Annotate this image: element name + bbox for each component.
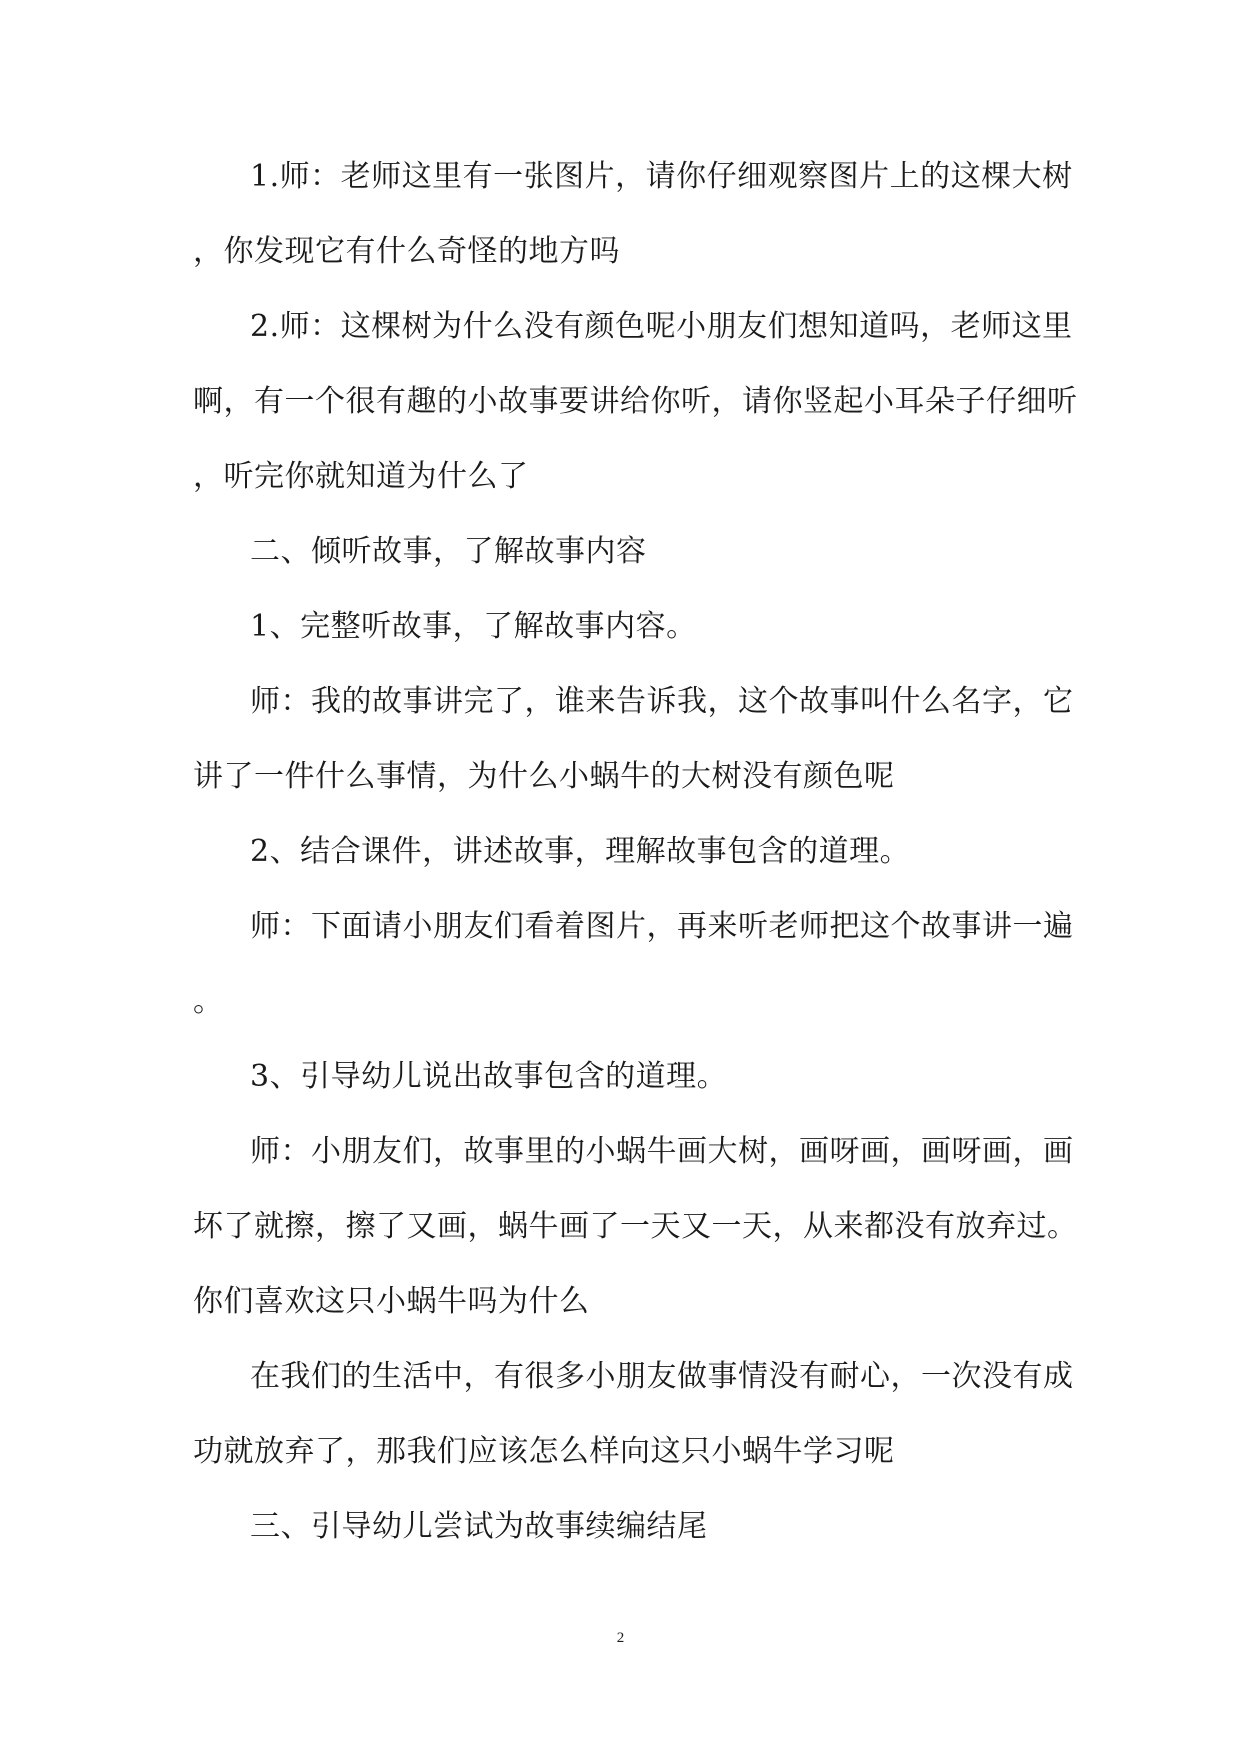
text-line	[0, 227, 1241, 277]
text-line	[0, 1277, 1241, 1327]
line-text: 在我们的生活中，有很多小朋友做事情没有耐心，一次没有成	[250, 1359, 1074, 1394]
line-text: 1、完整听故事，了解故事内容。	[250, 609, 697, 644]
section-heading: 三、引导幼儿尝试为故事续编结尾	[250, 1509, 708, 1544]
line-text: 功就放弃了，那我们应该怎么样向这只小蜗牛学习呢	[193, 1434, 895, 1469]
text-line	[0, 1352, 1241, 1402]
text-line	[0, 1502, 1241, 1552]
line-text: 2.师：这棵树为什么没有颜色呢小朋友们想知道吗，老师这里	[250, 309, 1073, 344]
text-line	[0, 377, 1241, 427]
line-text: 讲了一件什么事情，为什么小蜗牛的大树没有颜色呢	[193, 759, 895, 794]
text-line	[0, 677, 1241, 727]
text-line	[0, 302, 1241, 352]
text-line	[0, 452, 1241, 502]
line-text: 2、结合课件，讲述故事，理解故事包含的道理。	[250, 834, 911, 869]
line-text: 师：小朋友们，故事里的小蜗牛画大树，画呀画，画呀画，画	[250, 1134, 1074, 1169]
section-heading: 二、倾听故事，了解故事内容	[250, 534, 647, 569]
text-line	[0, 752, 1241, 802]
text-line	[0, 827, 1241, 877]
line-text: 3、引导幼儿说出故事包含的道理。	[250, 1059, 728, 1094]
line-text: 1.师：老师这里有一张图片，请你仔细观察图片上的这棵大树	[250, 159, 1073, 194]
text-line	[0, 527, 1241, 577]
line-text: 师：下面请小朋友们看着图片，再来听老师把这个故事讲一遍	[250, 909, 1074, 944]
line-text: ，你发现它有什么奇怪的地方吗	[193, 234, 620, 269]
text-line	[0, 152, 1241, 202]
text-line	[0, 1127, 1241, 1177]
text-line	[0, 1052, 1241, 1102]
line-text: 师：我的故事讲完了，谁来告诉我，这个故事叫什么名字，它	[250, 684, 1074, 719]
text-line	[0, 977, 1241, 1027]
line-text: 你们喜欢这只小蜗牛吗为什么	[193, 1284, 590, 1319]
text-line	[0, 1202, 1241, 1252]
text-line	[0, 1427, 1241, 1477]
line-text: ，听完你就知道为什么了	[193, 459, 529, 494]
text-line	[0, 602, 1241, 652]
line-text: 坏了就擦，擦了又画，蜗牛画了一天又一天，从来都没有放弃过。	[193, 1209, 1078, 1244]
text-line	[0, 902, 1241, 952]
page-number: 2	[616, 1630, 625, 1646]
line-text: 。	[193, 984, 224, 1019]
line-text: 啊，有一个很有趣的小故事要讲给你听，请你竖起小耳朵子仔细听	[193, 384, 1078, 419]
